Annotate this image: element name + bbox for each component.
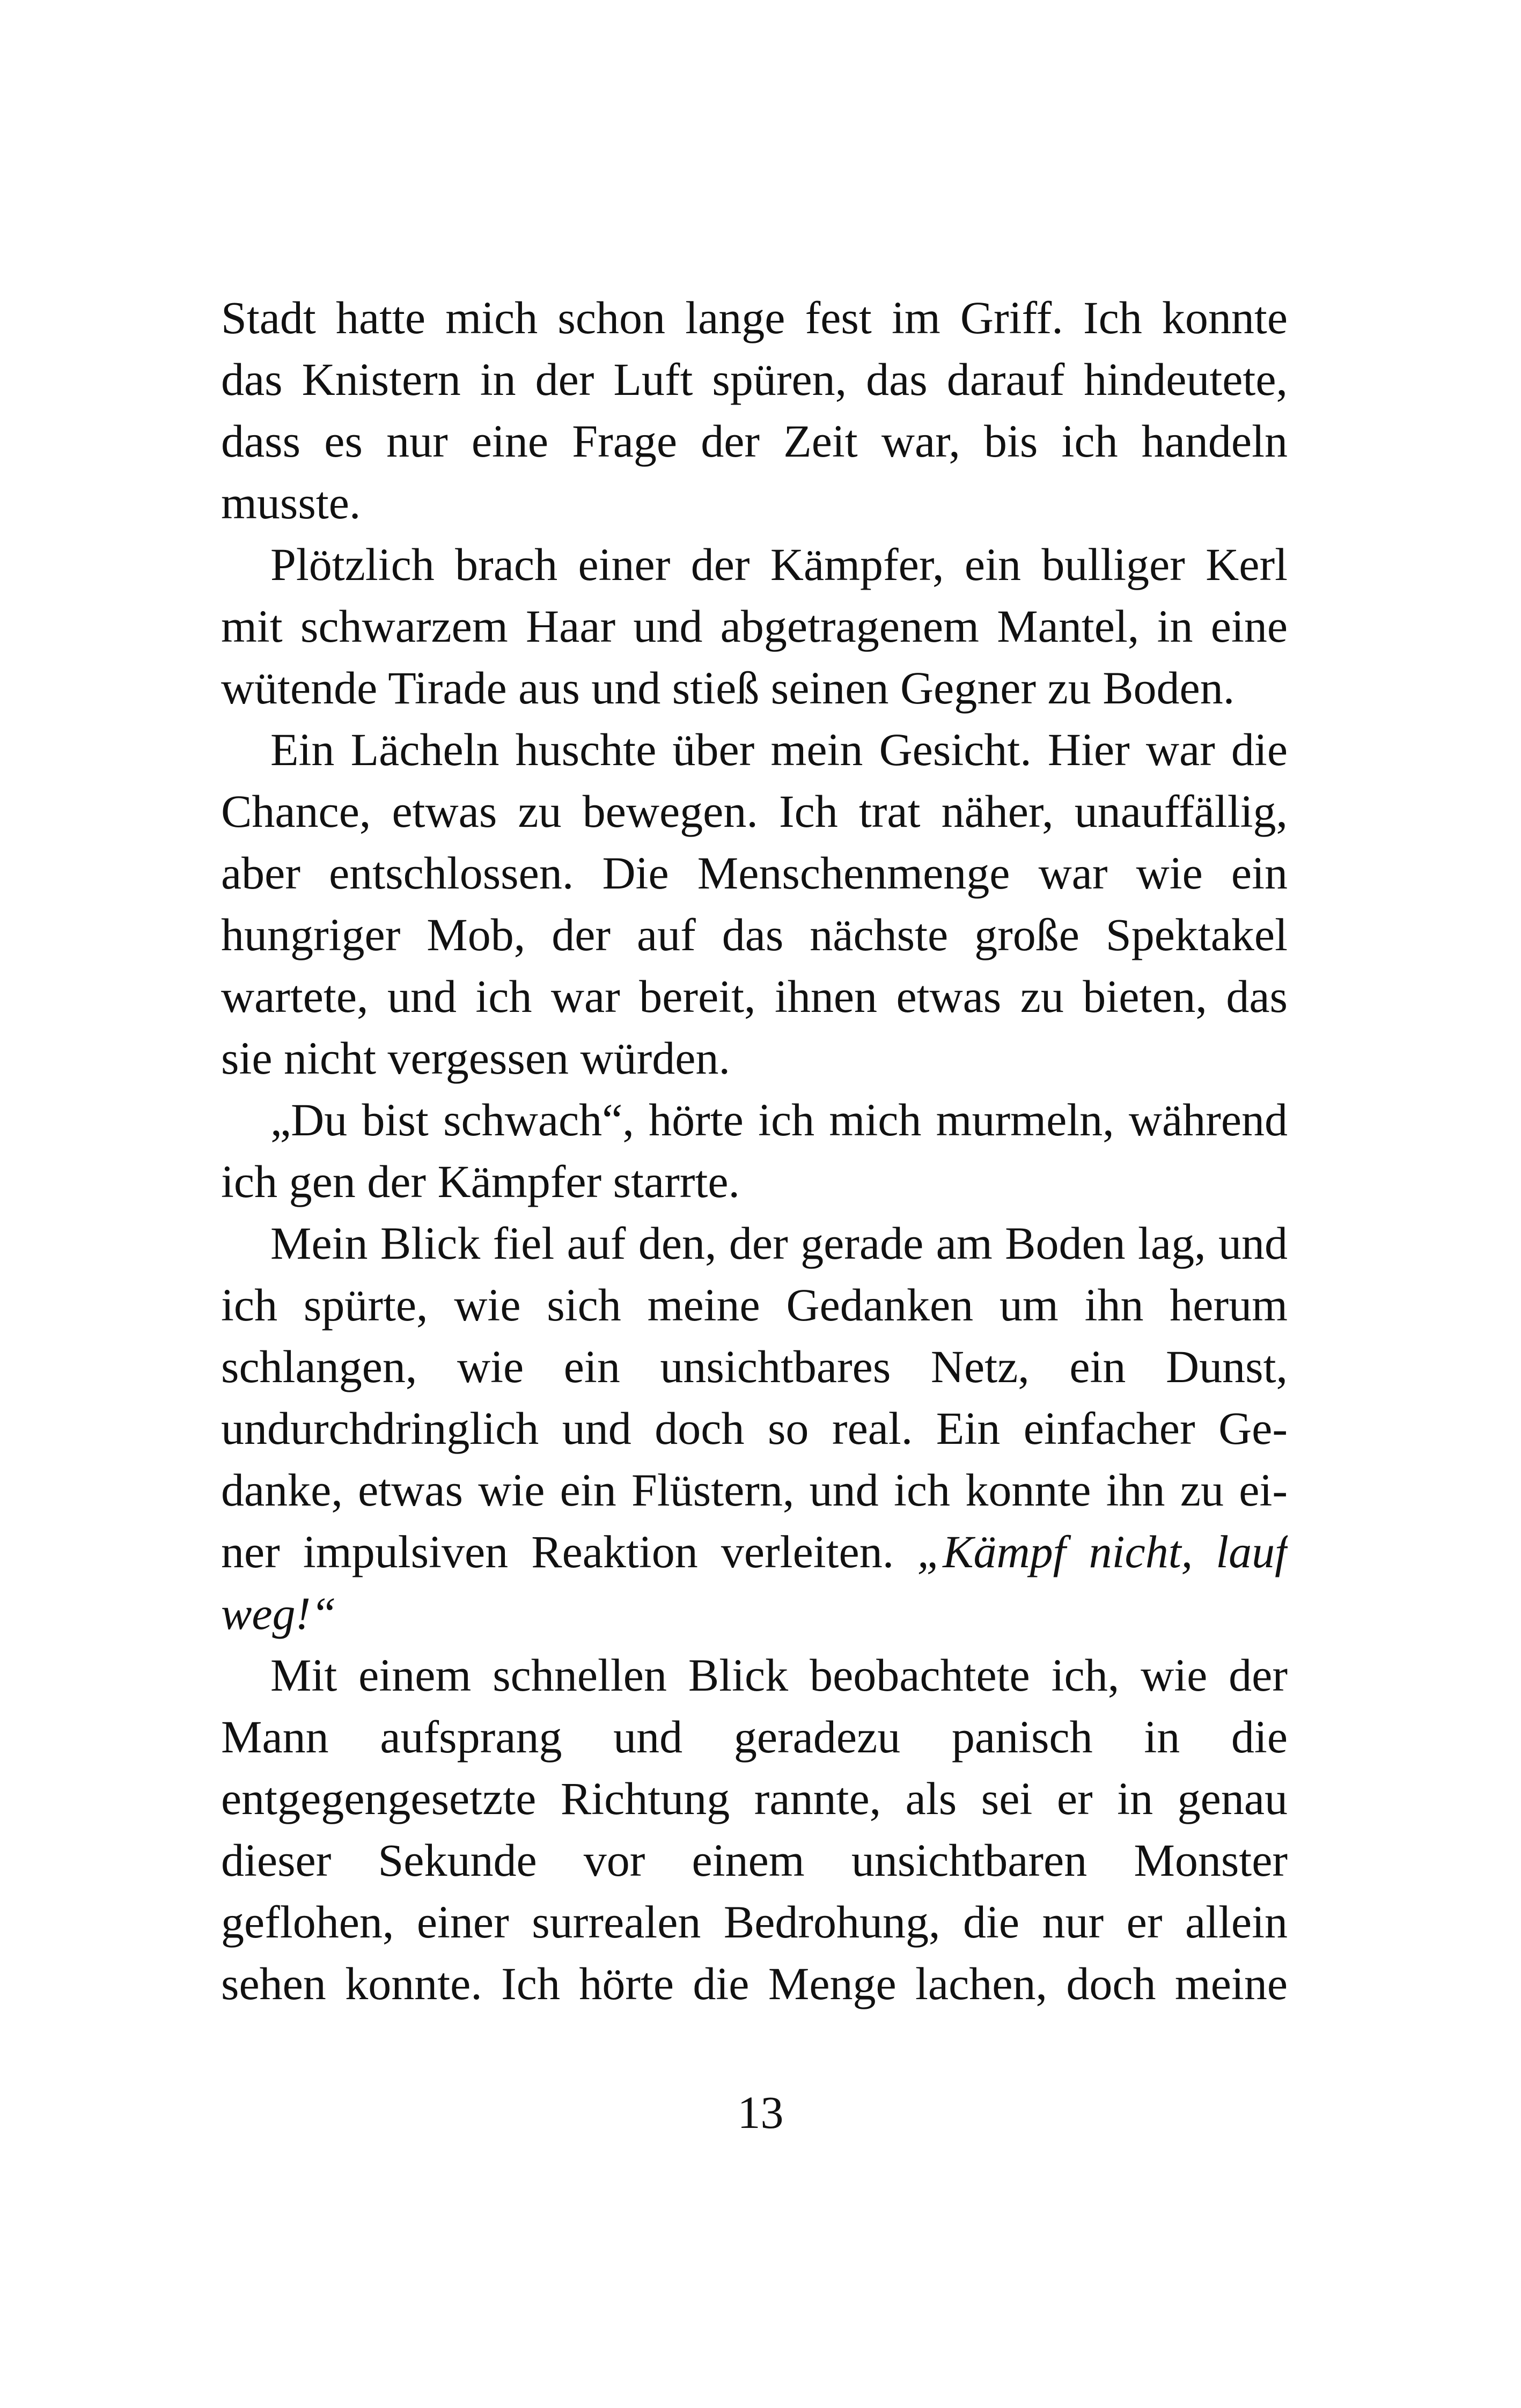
text-line: sehen konnte. Ich hörte die Menge lachen, doch meine [221,1958,1288,2009]
text-line: „Du bist schwach“, hörte ich mich murmeln, während [270,1094,1288,1146]
text-line: schlangen, wie ein unsichtbares Netz, ein Dunst, [221,1341,1288,1392]
text-line-italic: weg!“ [221,1588,336,1639]
body-text [221,287,1288,2015]
text-line: ich spürte, wie sich meine Gedanken um ihn herum [221,1279,1288,1331]
text-line: Ein Lächeln huschte über mein Gesicht. Hier war die [270,724,1288,775]
text-line: dass es nur eine Frage der Zeit war, bis ich handeln [221,415,1288,467]
text-line: musste. [221,477,361,528]
text-line-roman: ner impulsiven Reaktion verleiten. [221,1526,917,1577]
text-line: Stadt hatte mich schon lange fest im Griff. Ich konnte [221,292,1288,343]
text-line: wartete, und ich war bereit, ihnen etwas zu bieten, das [221,971,1288,1022]
text-line: Plötzlich brach einer der Kämpfer, ein bulliger Kerl [270,539,1288,590]
text-line: hungriger Mob, der auf das nächste große Spektakel [221,909,1288,960]
text-line: Mann aufsprang und geradezu panisch in die [221,1711,1288,1763]
text-line: sie nicht vergessen würden. [221,1032,730,1084]
text-line: Mein Blick fiel auf den, der gerade am Boden lag, und [270,1217,1288,1269]
italic-quote: „Kämpf nicht, lauf [917,1526,1288,1577]
text-line: entgegengesetzte Richtung rannte, als sei er in genau [221,1773,1288,1824]
text-line: aber entschlossen. Die Menschenmenge war wie ein [221,847,1288,899]
text-line: ich gen der Kämpfer starrte. [221,1156,740,1207]
text-line: danke, etwas wie ein Flüstern, und ich konnte ihn zu ei- [221,1464,1288,1516]
text-line: geflohen, einer surrealen Bedrohung, die nur er allein [221,1896,1288,1948]
text-line: undurchdringlich und doch so real. Ein einfacher Ge- [221,1403,1288,1454]
text-line: das Knistern in der Luft spüren, das darauf hindeutete, [221,354,1288,405]
text-line: Chance, etwas zu bewegen. Ich trat näher, unauffällig, [221,785,1288,837]
text-line-mixed [221,1521,1288,1583]
text-line: wütende Tirade aus und stieß seinen Gegner zu Boden. [221,662,1235,714]
page-number: 13 [737,2087,784,2138]
text-line: dieser Sekunde vor einem unsichtbaren Monster [221,1834,1288,1886]
text-line: Mit einem schnellen Blick beobachtete ich, wie der [270,1649,1288,1701]
text-line: mit schwarzem Haar und abgetragenem Mantel, in eine [221,600,1288,652]
